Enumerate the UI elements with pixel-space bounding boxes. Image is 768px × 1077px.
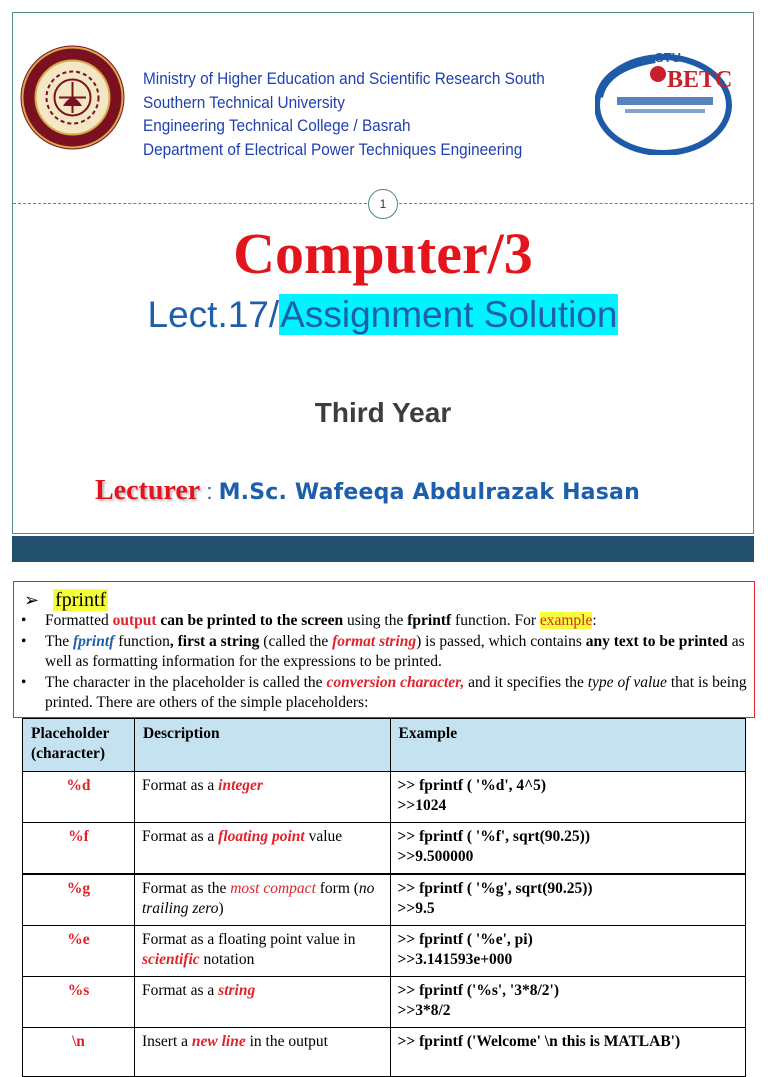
- header-placeholder: Placeholder (character): [23, 719, 135, 772]
- description-cell: Format as a integer: [134, 772, 390, 823]
- placeholder-cell: %d: [23, 772, 135, 823]
- placeholder-cell: %g: [23, 874, 135, 926]
- lecture-title-highlight: Assignment Solution: [280, 294, 618, 335]
- lecturer-name: M.Sc. Wafeeqa Abdulrazak Hasan: [218, 480, 640, 505]
- institution-line-1: Ministry of Higher Education and Scientific Research South: [143, 70, 545, 88]
- institution-line-4: Department of Electrical Power Techniques Engineering: [143, 140, 523, 159]
- table-header-row: [23, 719, 746, 772]
- topic-label: fprintf: [55, 589, 107, 611]
- bullet-dot-icon: •: [21, 612, 27, 629]
- description-cell: Insert a new line in the output: [134, 1028, 390, 1077]
- bullet-item-3: • The character in the placeholder is called the conversion character, and it specifies the type of value that is being printed. There are others of the simple placeholders:: [21, 673, 747, 711]
- university-seal-logo: [19, 44, 126, 151]
- table-row: [23, 823, 746, 875]
- year-label: Third Year: [314, 397, 452, 428]
- table-row: [23, 926, 746, 977]
- svg-text:BETC: BETC: [667, 67, 733, 93]
- lecture-prefix: Lect.17/: [147, 294, 280, 335]
- example-cell: >> fprintf ('Welcome' \n this is MATLAB'): [390, 1028, 745, 1077]
- header-description: Description: [134, 719, 390, 772]
- example-cell: >> fprintf ( '%d', 4^5) >>1024: [390, 772, 745, 823]
- lecturer-label: Lecturer: [95, 475, 201, 506]
- topic-heading: [24, 588, 108, 612]
- betc-college-logo: [595, 47, 735, 155]
- bullet-item-1: • Formatted output can be printed to the screen using the fprintf function. For example:: [21, 611, 751, 632]
- example-cell: >> fprintf ( '%f', sqrt(90.25)) >>9.500000: [390, 823, 745, 875]
- page-number-badge: 1: [368, 189, 398, 219]
- lecturer-line: [95, 475, 640, 507]
- table-row: [23, 977, 746, 1028]
- lecturer-colon: :: [200, 479, 219, 504]
- bullet-dot-icon: •: [21, 632, 27, 650]
- bullet-list: [21, 611, 751, 714]
- bullet-dot-icon: •: [21, 673, 27, 691]
- table-row: [23, 772, 746, 823]
- table-row: [23, 874, 746, 926]
- slide-footer-band: [12, 536, 754, 562]
- institution-line-2: Southern Technical University: [143, 93, 345, 112]
- placeholder-table: [22, 718, 746, 1077]
- table-row: [23, 1028, 746, 1077]
- placeholder-cell: %f: [23, 823, 135, 875]
- placeholder-cell: \n: [23, 1028, 135, 1077]
- description-cell: Format as the most compact form (no trailing zero): [134, 874, 390, 926]
- example-cell: >> fprintf ( '%g', sqrt(90.25)) >>9.5: [390, 874, 745, 926]
- example-cell: >> fprintf ('%s', '3*8/2') >>3*8/2: [390, 977, 745, 1028]
- lecture-title: [13, 291, 753, 339]
- description-cell: Format as a floating point value: [134, 823, 390, 875]
- institution-block: [143, 68, 575, 162]
- course-title: Computer/3: [233, 221, 533, 286]
- fprintf-intro-box: [13, 581, 755, 718]
- arrow-bullet-icon: ➢: [24, 590, 40, 610]
- institution-line-3: Engineering Technical College / Basrah: [143, 117, 411, 135]
- bullet-item-2: • The fprintf function, first a string (called the format string) is passed, which contains any text to be printed as well as formatting information for the expressions to be printed.: [21, 632, 745, 670]
- placeholder-cell: %s: [23, 977, 135, 1028]
- example-cell: >> fprintf ( '%e', pi) >>3.141593e+000: [390, 926, 745, 977]
- header-example: Example: [390, 719, 745, 772]
- placeholder-cell: %e: [23, 926, 135, 977]
- description-cell: Format as a floating point value in scientific notation: [134, 926, 390, 977]
- description-cell: Format as a string: [134, 977, 390, 1028]
- title-slide: [12, 12, 754, 534]
- svg-text:STU: STU: [655, 50, 681, 65]
